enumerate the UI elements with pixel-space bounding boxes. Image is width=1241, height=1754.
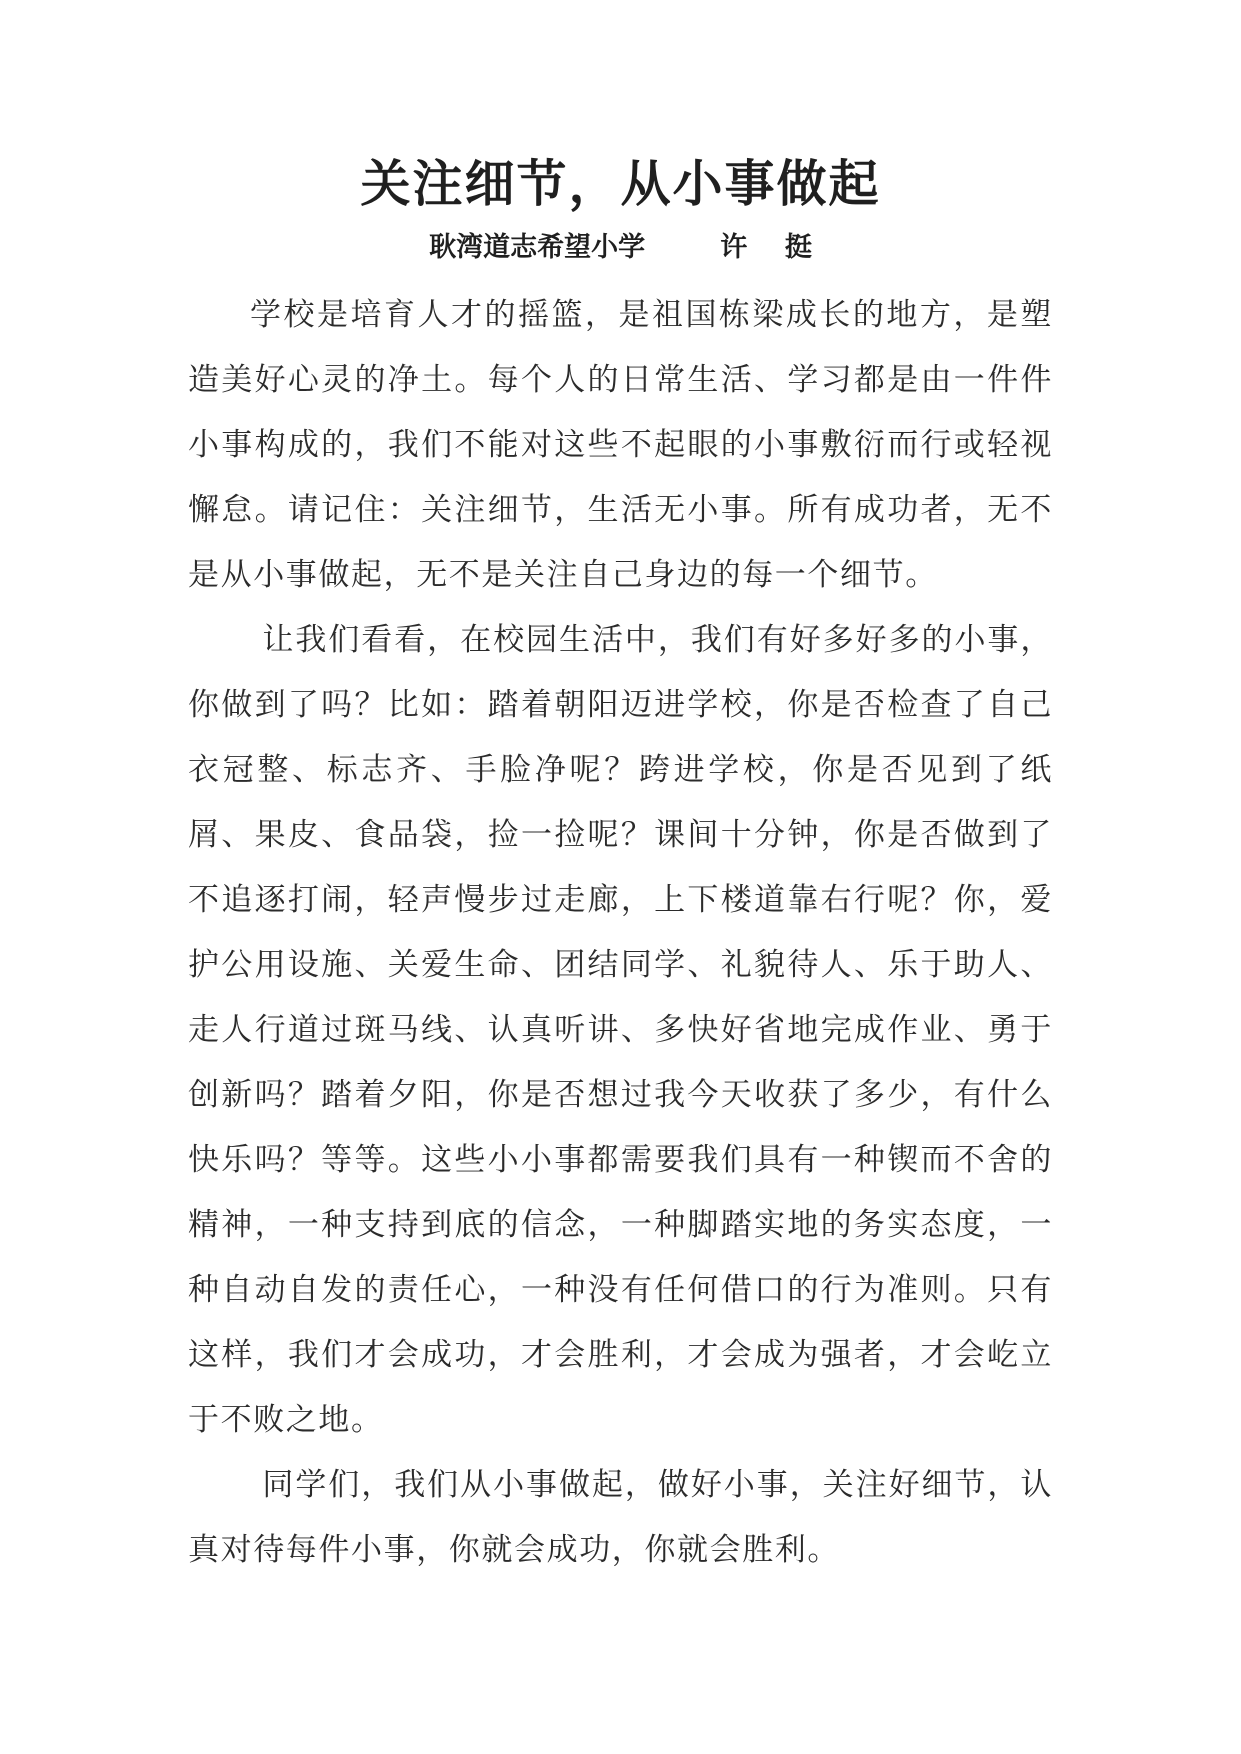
- author-byline: 耿湾道志希望小学 许 挺: [429, 232, 812, 263]
- paragraph: 同学们，我们从小事做起，做好小事，关注好细节，认真对待每件小事，你就会成功，你就会胜利。: [188, 1467, 1053, 1568]
- paragraph: 让我们看看，在校园生活中，我们有好多好多的小事，你做到了吗？比如：踏着朝阳迈进学校，你是否检查了自己衣冠整、标志齐、手脸净呢？跨进学校，你是否见到了纸屑、果皮、食品袋，捡一捡呢？课间十分钟，你是否做到了不追逐打闹，轻声慢步过走廊，上下楼道靠右行呢？你，爱护公用设施、关爱生命、团结同学、礼貌待人、乐于助人、走人行道过斑马线、认真听讲、多快好省地完成作业、勇于创新吗？踏着夕阳，你是否想过我今天收获了多少，有什么快乐吗？等等。这些小小事都需要我们具有一种锲而不舍的精神，一种支持到底的信念，一种脚踏实地的务实态度，一种自动自发的责任心，一种没有任何借口的行为准则。只有这样，我们才会成功，才会胜利，才会成为强者，才会屹立于不败之地。: [188, 622, 1053, 1438]
- paragraph: 学校是培育人才的摇篮，是祖国栋梁成长的地方，是塑造美好心灵的净土。每个人的日常生活、学习都是由一件件小事构成的，我们不能对这些不起眼的小事敷衍而行或轻视懈怠。请记住：关注细节，生活无小事。所有成功者，无不是从小事做起，无不是关注自己身边的每一个细节。: [188, 297, 1053, 593]
- document-title: 关注细节，从小事做起: [360, 154, 881, 213]
- document-body: [188, 283, 1053, 1583]
